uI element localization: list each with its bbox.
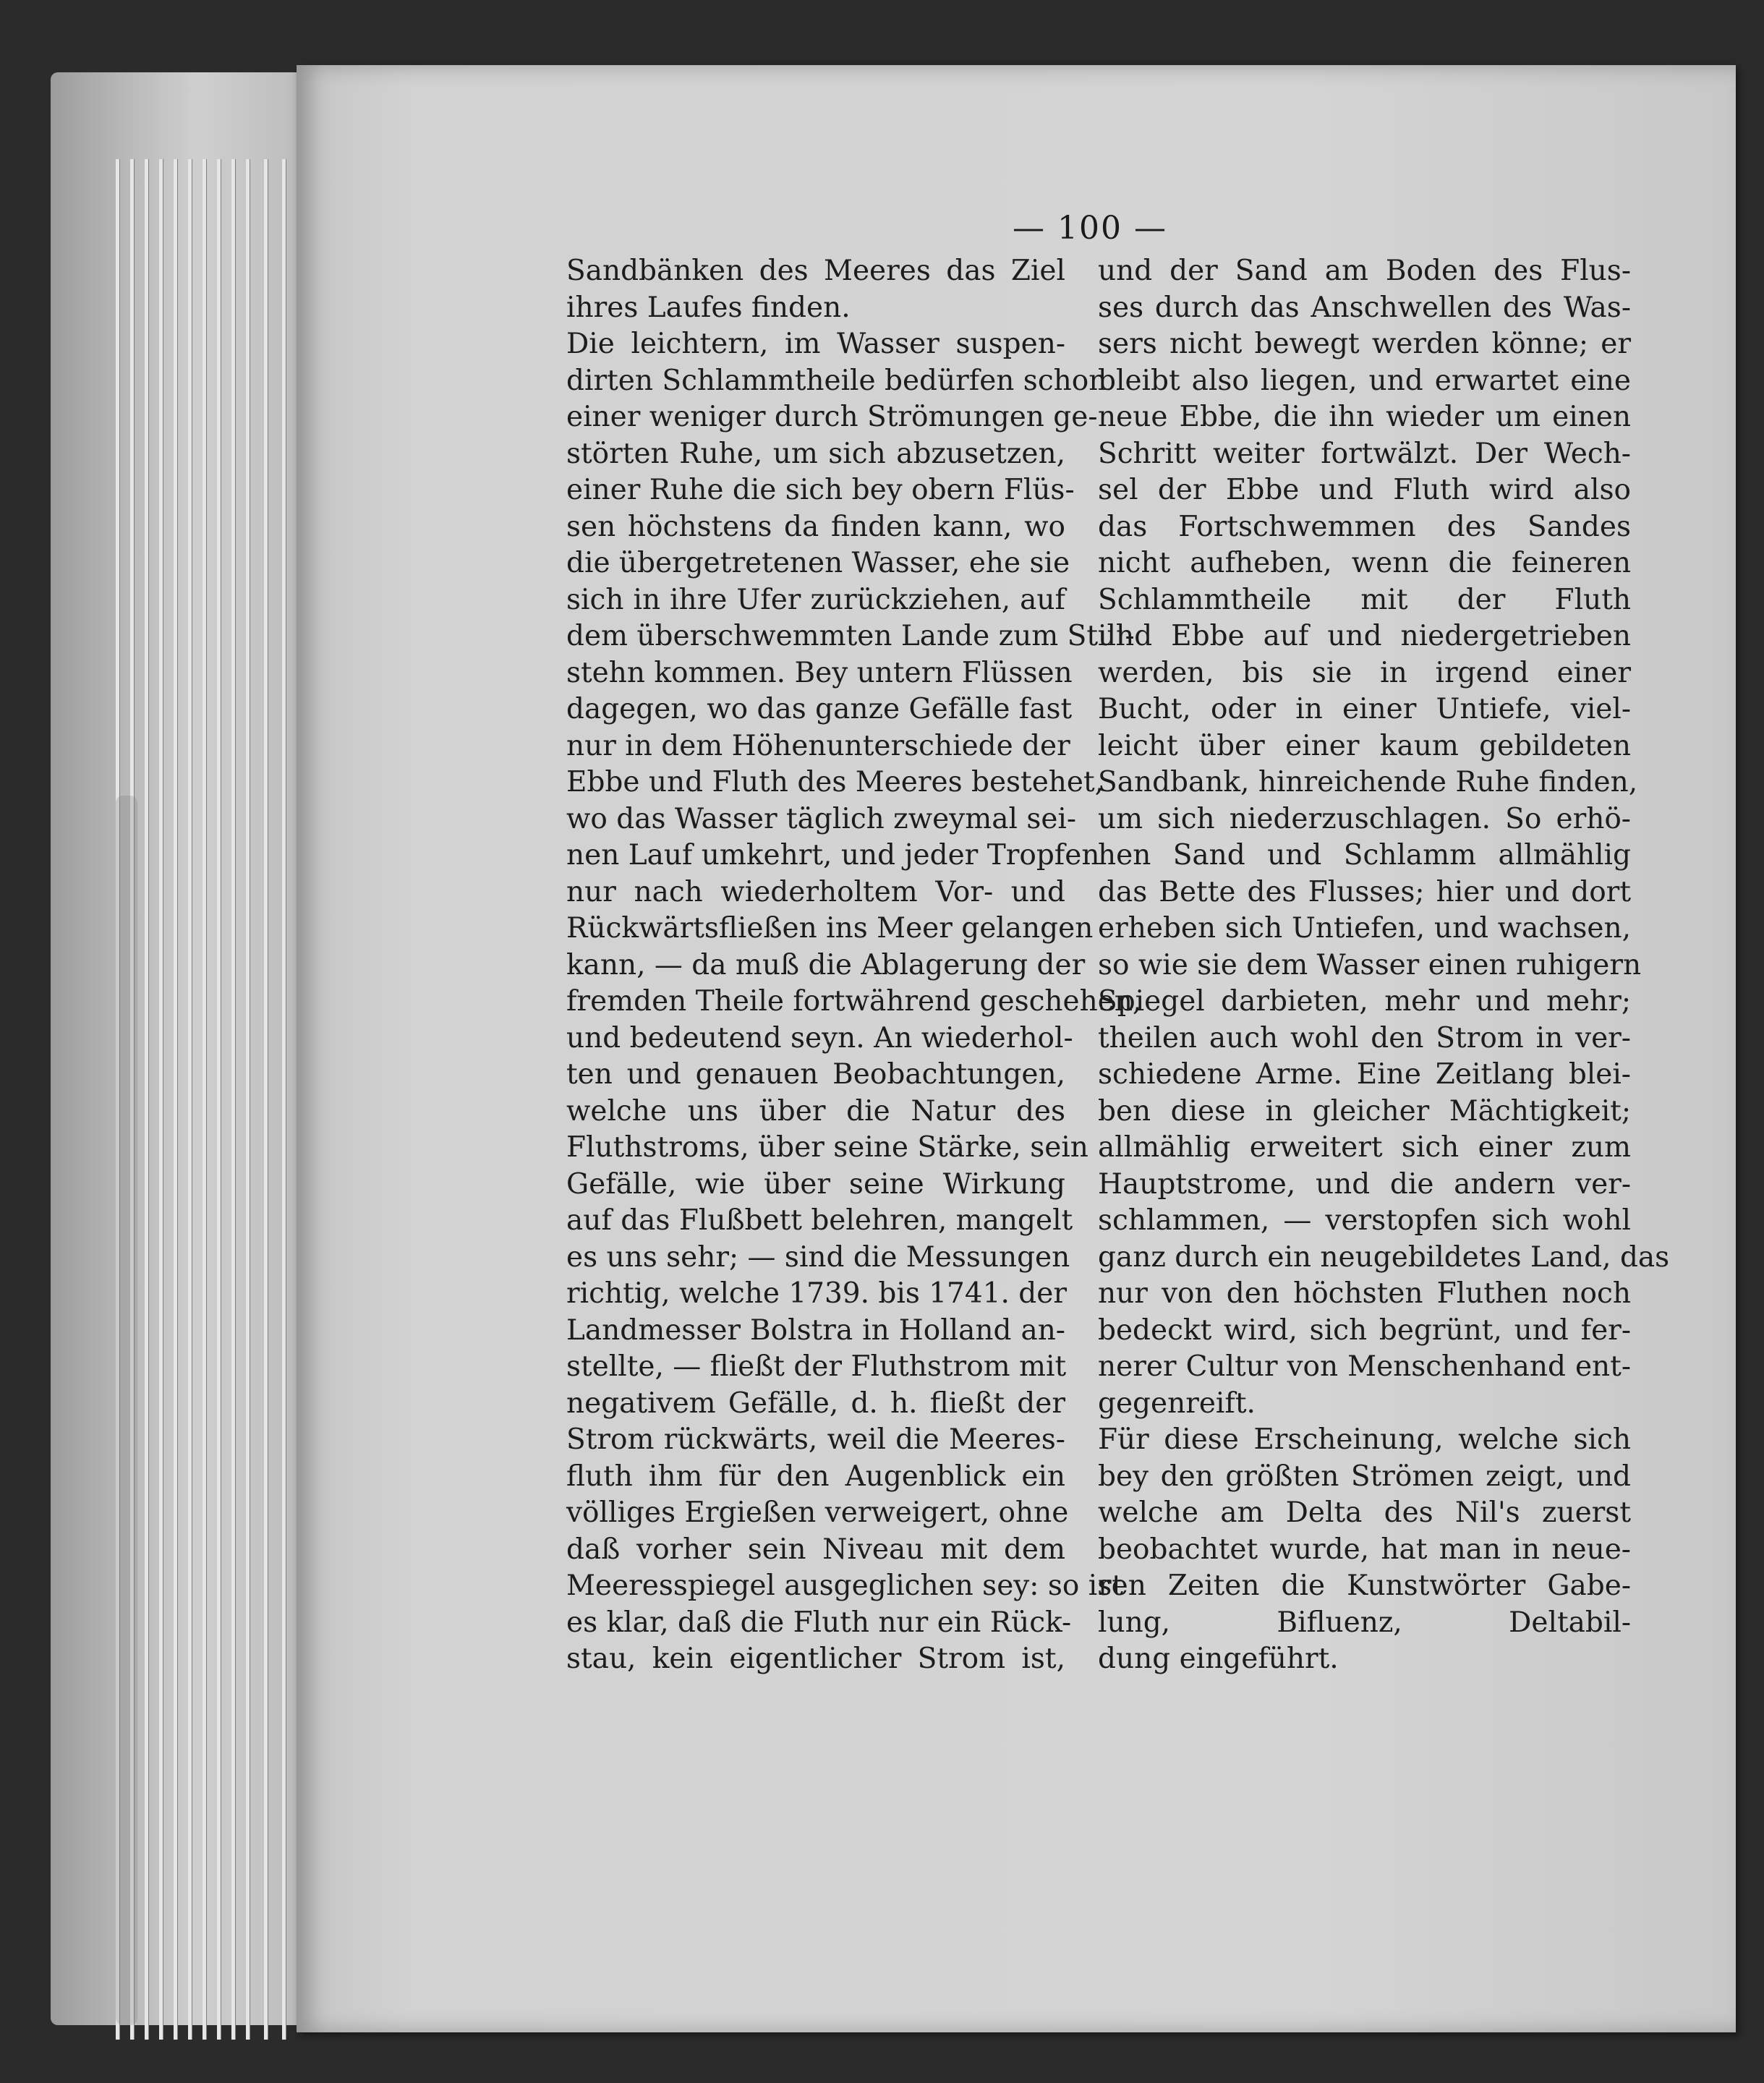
text-line: fluth ihm für den Augenblick ein [566, 1460, 1065, 1493]
text-line: stehn kommen. Bey untern Flüssen [566, 656, 1073, 689]
text-line: es uns sehr; — sind die Messungen [566, 1240, 1070, 1274]
text-line: beobachtet wurde, hat man in neue- [1098, 1533, 1631, 1566]
text-line: bey den größten Strömen zeigt, und [1098, 1460, 1631, 1493]
text-line: nur von den höchsten Fluthen noch [1098, 1277, 1631, 1310]
text-line: auf das Flußbett belehren, mangelt [566, 1204, 1073, 1237]
text-line: Strom rückwärts, weil die Meeres- [566, 1423, 1065, 1456]
text-line: das Fortschwemmen des Sandes [1098, 510, 1631, 543]
text-line: negativem Gefälle, d. h. fließt der [566, 1386, 1065, 1420]
text-line: sers nicht bewegt werden könne; er [1098, 328, 1631, 360]
text-line: erheben sich Untiefen, und wachsen, [1098, 912, 1631, 945]
text-line: daß vorher sein Niveau mit dem [566, 1533, 1065, 1566]
text-line: richtig, welche 1739. bis 1741. der [566, 1277, 1067, 1310]
text-line: ganz durch ein neugebildetes Land, das [1098, 1240, 1670, 1274]
text-line: es klar, daß die Fluth nur ein Rück- [566, 1606, 1072, 1639]
text-line: Die leichtern, im Wasser suspen- [566, 328, 1065, 360]
page-edge [203, 159, 206, 2040]
text-line: Schlammtheile mit der Fluth [1098, 583, 1631, 616]
text-line: nur nach wiederholtem Vor- und [566, 875, 1065, 908]
text-line: dung eingeführt. [1098, 1643, 1339, 1675]
text-line: Ebbe und Fluth des Meeres bestehet, [566, 766, 1104, 798]
text-line: Sandbänken des Meeres das Ziel [566, 255, 1065, 287]
page-edge [188, 159, 192, 2040]
left-text-column [566, 253, 1142, 1678]
text-line: dem überschwemmten Lande zum Still- [566, 620, 1135, 652]
text-line: allmählig erweitert sich einer zum [1098, 1131, 1631, 1164]
page-edges-stack [51, 72, 297, 2025]
text-line: störten Ruhe, um sich abzusetzen, [566, 437, 1065, 470]
text-line: wo das Wasser täglich zweymal sei- [566, 802, 1077, 835]
text-line: sel der Ebbe und Fluth wird also [1098, 474, 1631, 506]
text-line: Schritt weiter fortwälzt. Der Wech- [1098, 437, 1631, 470]
text-line: welche uns über die Natur des [566, 1094, 1065, 1128]
text-line: Meeresspiegel ausgeglichen sey: so ist [566, 1569, 1123, 1602]
text-line: leicht über einer kaum gebildeten [1098, 729, 1631, 762]
text-line: Landmesser Bolstra in Holland an- [566, 1313, 1065, 1347]
page-edge [264, 159, 268, 2040]
page-edge [246, 159, 250, 2040]
text-line: Rückwärtsfließen ins Meer gelangen [566, 912, 1094, 945]
text-line: ten und genauen Beobachtungen, [566, 1058, 1065, 1091]
text-line: dagegen, wo das ganze Gefälle fast [566, 693, 1073, 725]
right-text-column [1098, 253, 1670, 1678]
text-line: gegenreift. [1098, 1386, 1256, 1420]
text-line: lung, Bifluenz, Deltabil- [1098, 1606, 1631, 1639]
text-line: stellte, — fließt der Fluthstrom mit [566, 1350, 1067, 1383]
text-line: Hauptstrome, und die andern ver- [1098, 1167, 1631, 1201]
text-line: dirten Schlammtheile bedürfen schon [566, 364, 1107, 397]
text-line: Spiegel darbieten, mehr und mehr; [1098, 985, 1631, 1018]
text-line: Fluthstroms, über seine Stärke, sein [566, 1131, 1088, 1164]
text-line: sich in ihre Ufer zurückziehen, auf [566, 583, 1065, 616]
text-line: das Bette des Flusses; hier und dort [1098, 875, 1631, 908]
text-line: nur in dem Höhenunterschiede der [566, 729, 1070, 762]
page-number: — 100 — [1013, 210, 1167, 247]
text-line: so wie sie dem Wasser einen ruhigern [1098, 948, 1642, 981]
text-line: ihres Laufes finden. [566, 291, 851, 324]
page-edge [159, 159, 163, 2040]
text-line: ses durch das Anschwellen des Was- [1098, 291, 1631, 324]
text-line: bedeckt wird, sich begrünt, und fer- [1098, 1313, 1631, 1347]
text-line: einer weniger durch Strömungen ge- [566, 401, 1098, 433]
page-edge [174, 159, 177, 2040]
text-line: kann, — da muß die Ablagerung der [566, 948, 1086, 981]
text-line: bleibt also liegen, und erwartet eine [1098, 364, 1631, 397]
text-line: stau, kein eigentlicher Strom ist, [566, 1643, 1065, 1675]
page-edge [145, 159, 148, 2040]
text-line: theilen auch wohl den Strom in ver- [1098, 1021, 1631, 1055]
text-line: um sich niederzuschlagen. So erhö- [1098, 802, 1631, 835]
page-edge [217, 159, 221, 2040]
text-line: Gefälle, wie über seine Wirkung [566, 1167, 1065, 1201]
text-line: und der Sand am Boden des Flus- [1098, 255, 1631, 287]
page-edge [231, 159, 235, 2040]
text-line: Sandbank, hinreichende Ruhe finden, [1098, 766, 1638, 798]
text-line: nen Lauf umkehrt, und jeder Tropfen [566, 839, 1100, 872]
text-line: nicht aufheben, wenn die feineren [1098, 547, 1631, 579]
text-line: fremden Theile fortwährend geschehen, [566, 985, 1142, 1018]
text-line: ben diese in gleicher Mächtigkeit; [1098, 1094, 1631, 1128]
text-line: die übergetretenen Wasser, ehe sie [566, 547, 1070, 579]
text-line: einer Ruhe die sich bey obern Flüs- [566, 474, 1075, 506]
text-line: und Ebbe auf und niedergetrieben [1098, 620, 1631, 652]
text-line: Für diese Erscheinung, welche sich [1098, 1423, 1631, 1456]
text-line: welche am Delta des Nil's zuerst [1098, 1496, 1631, 1529]
binding-stain [116, 796, 137, 2025]
text-line: werden, bis sie in irgend einer [1098, 656, 1631, 689]
text-line: nerer Cultur von Menschenhand ent- [1098, 1350, 1631, 1383]
text-line: neue Ebbe, die ihn wieder um einen [1098, 401, 1631, 433]
text-line: schiedene Arme. Eine Zeitlang blei- [1098, 1058, 1631, 1091]
text-line: und bedeutend seyn. An wiederhol- [566, 1021, 1073, 1055]
text-line: schlammen, — verstopfen sich wohl [1098, 1204, 1631, 1237]
text-line: völliges Ergießen verweigert, ohne [566, 1496, 1069, 1529]
text-line: Bucht, oder in einer Untiefe, viel- [1098, 693, 1631, 725]
text-line: hen Sand und Schlamm allmählig [1098, 839, 1631, 872]
text-line: sen höchstens da finden kann, wo [566, 510, 1065, 543]
text-line: ren Zeiten die Kunstwörter Gabe- [1098, 1569, 1631, 1602]
page-edge [282, 159, 286, 2040]
